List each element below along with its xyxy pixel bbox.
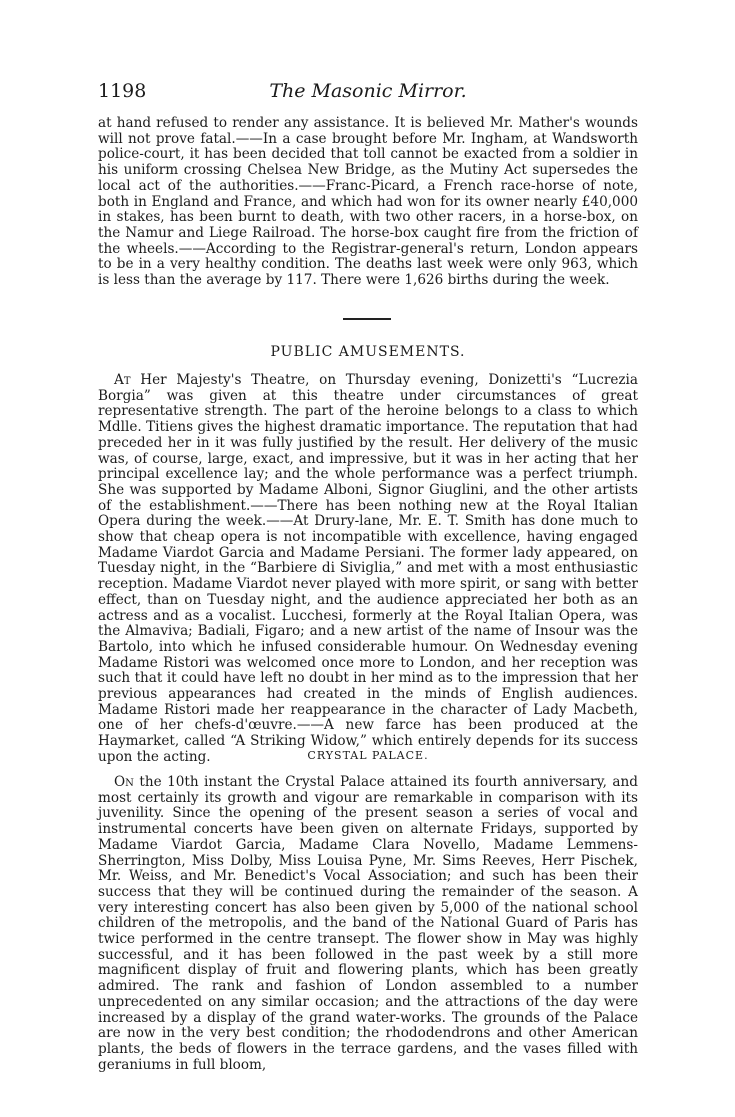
section-heading-public-amusements: PUBLIC AMUSEMENTS. xyxy=(270,344,466,360)
lead-word: At xyxy=(114,372,131,388)
page-number: 1198 xyxy=(98,80,147,102)
section-heading-crystal-palace: CRYSTAL PALACE. xyxy=(307,749,429,762)
section-divider xyxy=(343,318,391,320)
paragraph-body: the 10th instant the Crystal Palace attained its fourth anniversary, and most certainly its growth and vigour are remarkable in comparison with its juvenility. Since the opening of the present season a series of vocal and instrumental concerts have been given on alternate Fridays, supported by Madame Viardot Garcia, Madame Clara Novello, Madame Lemmens-Sherrington, Miss Dolby, Miss Louisa Pyne, Mr. Sims Reeves, Herr Pischek, Mr. Weiss, and Mr. Benedict's Vocal Association; and such has been their success that they will be continued during the remainder of the season. A very interesting concert has also been given by 5,000 of the national school children of the metropolis, and the band of the National Guard of Paris has twice performed in the centre transept. The flower show in May was highly successful, and it has been followed in the past week by a still more magnificent display of fruit and flowering plants, which has been greatly admired. The rank and fashion of London assembled to a number unprecedented on any similar occasion; and the attractions of the day were increased by a display of the grand water-works. The grounds of the Palace are now in the very best condition; the rhododendrons and other American plants, the beds of flowers in the terrace gardens, and the vases filled with geraniums in full bloom, xyxy=(98,774,638,1073)
public-amusements-paragraph xyxy=(98,373,638,766)
running-title: The Masonic Mirror. xyxy=(269,80,467,102)
page-header xyxy=(98,80,638,110)
lead-word: On xyxy=(114,774,134,790)
news-paragraph: at hand refused to render any assistance. It is believed Mr. Mather's wounds will not prove fatal.——In a case brought before Mr. Ingham, at Wandsworth police-court, it has been decided that toll cannot be exacted from a soldier in his uniform crossing Chelsea New Bridge, as the Mutiny Act supersedes the local act of the authorities.——Franc-Picard, a French race-horse of note, both in England and France, and which had won for its owner nearly £40,000 in stakes, has been burnt to death, with two other racers, in a horse-box, on the Namur and Liege Railroad. The horse-box caught fire from the friction of the wheels.——According to the Registrar-general's return, London appears to be in a very healthy condition. The deaths last week were only 963, which is less than the average by 117. There were 1,626 births during the week. xyxy=(98,115,638,289)
crystal-palace-paragraph xyxy=(98,775,638,1073)
paragraph-body: Her Majesty's Theatre, on Thursday evening, Donizetti's “Lucrezia Borgia” was given at this theatre under circumstances of great representative strength. The part of the heroine belongs to a class to which Mdlle. Titiens gives the highest dramatic importance. The reputation that had preceded her in it was fully justified by the result. Her delivery of the music was, of course, large, exact, and impressive, but it was in her acting that her principal excellence lay; and the whole performance was a perfect triumph. She was supported by Madame Alboni, Signor Giuglini, and the other artists of the establishment.——There has been nothing new at the Royal Italian Opera during the week.——At Drury-lane, Mr. E. T. Smith has done much to show that cheap opera is not incompatible with excellence, having engaged Madame Viardot Garcia and Madame Persiani. The former lady appeared, on Tuesday night, in the “Barbiere di Siviglia,” and met with a most enthusiastic reception. Madame Viardot never played with more spirit, or sang with better effect, than on Tuesday night, and the audience appreciated her both as an actress and as a vocalist. Lucchesi, formerly at the Royal Italian Opera, was the Almaviva; Badiali, Figaro; and a new artist of the name of Insour was the Bartolo, into which he infused considerable humour. On Wednesday evening Madame Ristori was welcomed once more to London, and her reception was such that it could have left no doubt in her mind as to the impression that her previous appearances had created in the minds of English audiences. Madame Ristori made her reappearance in the character of Lady Macbeth, one of her chefs-d'œuvre.——A new farce has been produced at the Haymarket, called “A Striking Widow,” which entirely depends for its success upon the acting. xyxy=(98,372,638,765)
